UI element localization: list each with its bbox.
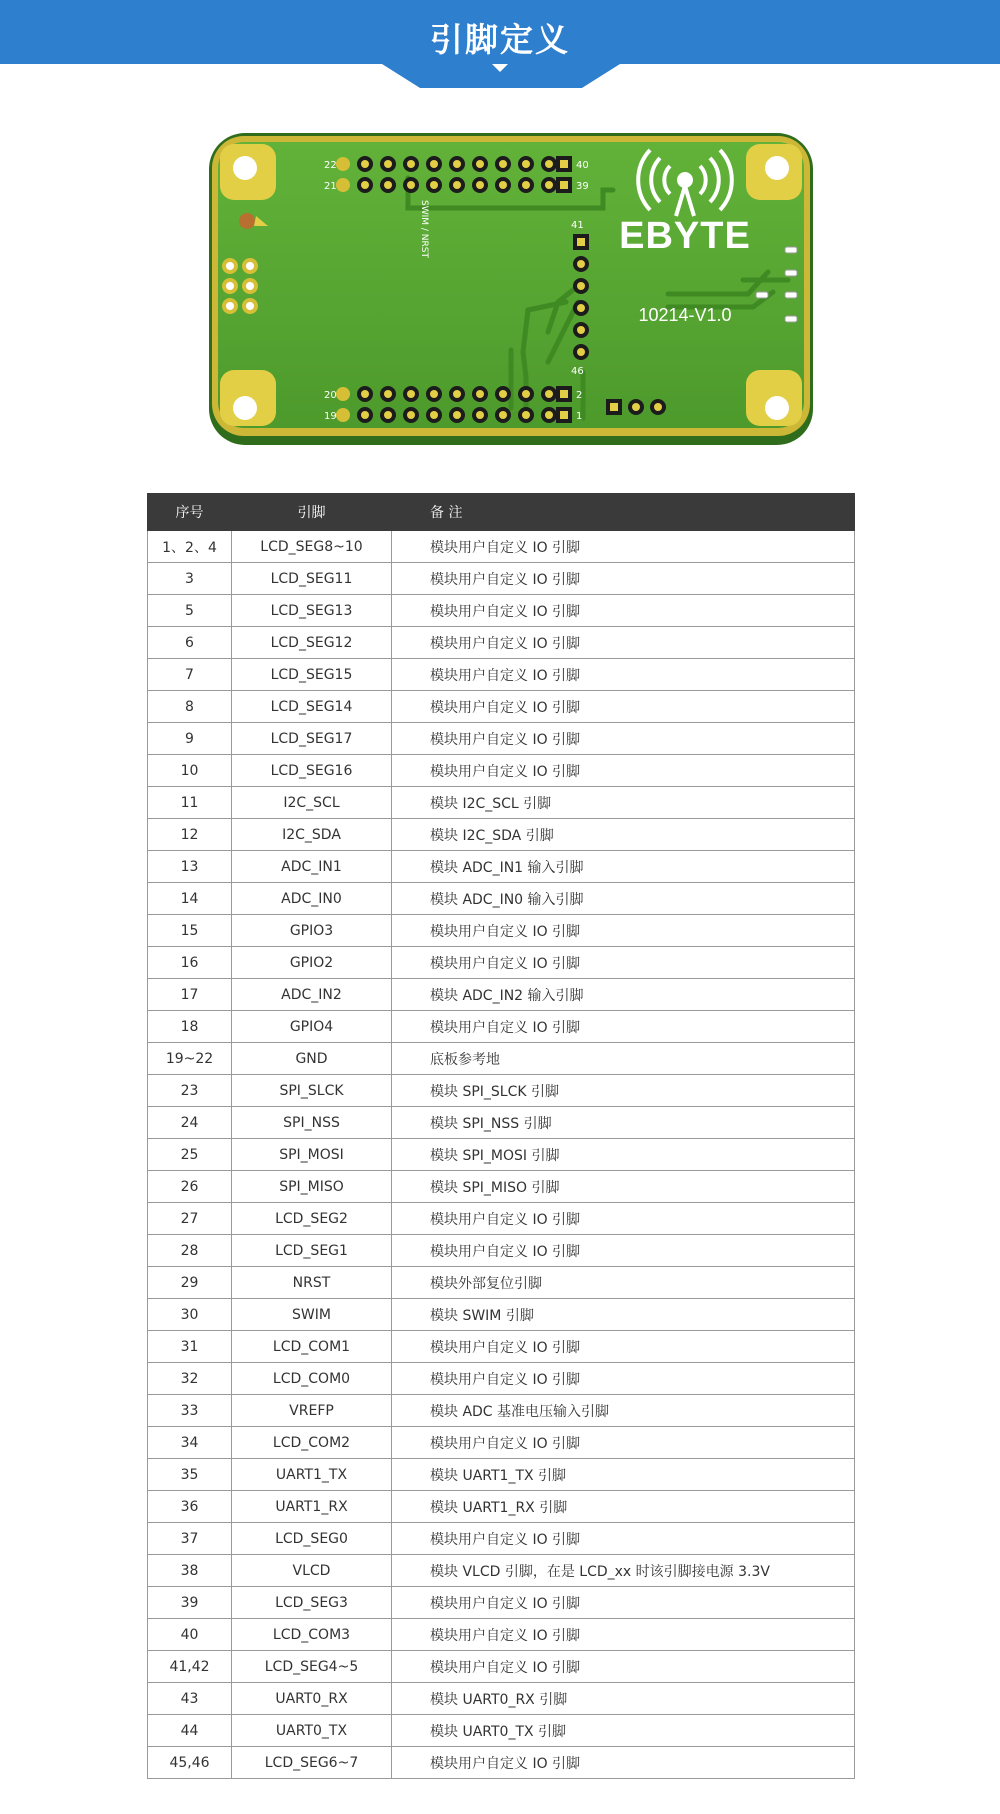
cell-pin: ADC_IN1 [232,851,392,883]
cell-note: 模块用户自定义 IO 引脚 [392,1523,855,1555]
table-row [148,1043,855,1075]
cell-no: 43 [148,1683,232,1715]
table-row [148,1523,855,1555]
cell-no: 36 [148,1491,232,1523]
cell-note: 模块用户自定义 IO 引脚 [392,723,855,755]
cell-pin: SPI_MISO [232,1171,392,1203]
table-row [148,1427,855,1459]
table-row [148,691,855,723]
cell-pin: LCD_COM1 [232,1331,392,1363]
cell-note: 模块 ADC_IN0 输入引脚 [392,883,855,915]
table-row [148,1267,855,1299]
cell-pin: ADC_IN0 [232,883,392,915]
board-brand: EBYTE [619,215,751,257]
table-row [148,1619,855,1651]
cell-note: 模块 SPI_MISO 引脚 [392,1171,855,1203]
pin-label: 22 [324,160,337,171]
cell-no: 27 [148,1203,232,1235]
cell-note: 模块 UART1_RX 引脚 [392,1491,855,1523]
table-row [148,1203,855,1235]
cell-note: 模块用户自定义 IO 引脚 [392,755,855,787]
cell-no: 18 [148,1011,232,1043]
cell-no: 14 [148,883,232,915]
cell-note: 模块用户自定义 IO 引脚 [392,531,855,563]
cell-note: 模块用户自定义 IO 引脚 [392,1011,855,1043]
table-row [148,627,855,659]
cell-note: 模块用户自定义 IO 引脚 [392,595,855,627]
cell-note: 模块用户自定义 IO 引脚 [392,659,855,691]
table-row [148,1235,855,1267]
cell-note: 模块用户自定义 IO 引脚 [392,1331,855,1363]
table-row [148,1555,855,1587]
table-row [148,755,855,787]
table-row [148,979,855,1011]
cell-pin: LCD_COM0 [232,1363,392,1395]
cell-pin: VLCD [232,1555,392,1587]
table-row [148,883,855,915]
cell-note: 模块 SPI_NSS 引脚 [392,1107,855,1139]
cell-pin: UART0_TX [232,1715,392,1747]
table-header-row [148,494,855,531]
table-row [148,1491,855,1523]
cell-note: 模块 UART1_TX 引脚 [392,1459,855,1491]
cell-note: 模块 UART0_TX 引脚 [392,1715,855,1747]
table-row [148,947,855,979]
pin-label: 40 [576,160,589,171]
cell-pin: GND [232,1043,392,1075]
cell-pin: LCD_SEG12 [232,627,392,659]
table-row [148,595,855,627]
cell-note: 模块用户自定义 IO 引脚 [392,1427,855,1459]
cell-no: 35 [148,1459,232,1491]
cell-no: 31 [148,1331,232,1363]
board-model: 10214-V1.0 [638,305,732,325]
pin-label: 21 [324,181,337,192]
cell-pin: GPIO2 [232,947,392,979]
cell-pin: SPI_SLCK [232,1075,392,1107]
table-row [148,1107,855,1139]
table-row [148,1587,855,1619]
cell-pin: I2C_SCL [232,787,392,819]
cell-no: 24 [148,1107,232,1139]
cell-pin: UART1_TX [232,1459,392,1491]
table-row [148,819,855,851]
cell-no: 11 [148,787,232,819]
cell-no: 17 [148,979,232,1011]
table-row [148,1075,855,1107]
cell-pin: LCD_SEG3 [232,1587,392,1619]
pin-label: 1 [576,411,583,422]
cell-no: 45,46 [148,1747,232,1779]
header-no: 序号 [148,494,232,531]
cell-pin: LCD_SEG8~10 [232,531,392,563]
cell-no: 40 [148,1619,232,1651]
table-row [148,531,855,563]
table-row [148,1299,855,1331]
cell-note: 模块用户自定义 IO 引脚 [392,1619,855,1651]
cell-note: 模块用户自定义 IO 引脚 [392,947,855,979]
cell-pin: LCD_SEG4~5 [232,1651,392,1683]
table-row [148,1331,855,1363]
cell-note: 模块用户自定义 IO 引脚 [392,915,855,947]
cell-no: 25 [148,1139,232,1171]
cell-note: 模块外部复位引脚 [392,1267,855,1299]
cell-no: 1、2、4 [148,531,232,563]
cell-no: 26 [148,1171,232,1203]
header-note: 备 注 [392,494,855,531]
cell-pin: LCD_SEG14 [232,691,392,723]
table-row [148,1715,855,1747]
cell-no: 12 [148,819,232,851]
table-row [148,1395,855,1427]
cell-no: 16 [148,947,232,979]
pin-label: 20 [324,390,337,401]
pin-label: 39 [576,181,589,192]
cell-note: 模块用户自定义 IO 引脚 [392,1747,855,1779]
cell-no: 8 [148,691,232,723]
table-row [148,915,855,947]
table-row [148,787,855,819]
cell-pin: LCD_COM3 [232,1619,392,1651]
cell-no: 5 [148,595,232,627]
cell-no: 9 [148,723,232,755]
cell-pin: SPI_NSS [232,1107,392,1139]
cell-no: 32 [148,1363,232,1395]
cell-pin: LCD_SEG1 [232,1235,392,1267]
pin-label: 41 [571,220,584,231]
cell-pin: UART0_RX [232,1683,392,1715]
cell-no: 30 [148,1299,232,1331]
cell-no: 37 [148,1523,232,1555]
cell-no: 19~22 [148,1043,232,1075]
cell-no: 39 [148,1587,232,1619]
table-row [148,563,855,595]
bottom-right-pads [606,399,666,415]
cell-pin: I2C_SDA [232,819,392,851]
cell-no: 33 [148,1395,232,1427]
cell-note: 模块用户自定义 IO 引脚 [392,691,855,723]
cell-note: 底板参考地 [392,1043,855,1075]
table-row [148,851,855,883]
cell-pin: ADC_IN2 [232,979,392,1011]
cell-note: 模块 I2C_SDA 引脚 [392,819,855,851]
table-row [148,1683,855,1715]
cell-pin: GPIO3 [232,915,392,947]
pin-label: 19 [324,411,337,422]
cell-note: 模块用户自定义 IO 引脚 [392,1203,855,1235]
cell-no: 29 [148,1267,232,1299]
page-title: 引脚定义 [430,20,570,59]
cell-note: 模块 ADC 基准电压输入引脚 [392,1395,855,1427]
table-body [148,531,855,1779]
cell-note: 模块用户自定义 IO 引脚 [392,627,855,659]
cell-no: 13 [148,851,232,883]
cell-pin: LCD_SEG17 [232,723,392,755]
table-row [148,1747,855,1779]
cell-note: 模块用户自定义 IO 引脚 [392,1587,855,1619]
cell-note: 模块 SPI_SLCK 引脚 [392,1075,855,1107]
cell-pin: LCD_SEG6~7 [232,1747,392,1779]
table-row [148,1171,855,1203]
cell-no: 23 [148,1075,232,1107]
cell-pin: UART1_RX [232,1491,392,1523]
cell-note: 模块 ADC_IN2 输入引脚 [392,979,855,1011]
cell-no: 41,42 [148,1651,232,1683]
table-row [148,1363,855,1395]
cell-pin: SPI_MOSI [232,1139,392,1171]
cell-no: 34 [148,1427,232,1459]
pin-label: 2 [576,390,583,401]
cell-pin: LCD_SEG16 [232,755,392,787]
table-row [148,1139,855,1171]
cell-pin: LCD_SEG0 [232,1523,392,1555]
cell-note: 模块 ADC_IN1 输入引脚 [392,851,855,883]
table-row [148,1651,855,1683]
cell-note: 模块用户自定义 IO 引脚 [392,1363,855,1395]
cell-no: 6 [148,627,232,659]
cell-note: 模块 SWIM 引脚 [392,1299,855,1331]
cell-pin: VREFP [232,1395,392,1427]
cell-note: 模块用户自定义 IO 引脚 [392,1235,855,1267]
header-pin: 引脚 [232,494,392,531]
cell-note: 模块 SPI_MOSI 引脚 [392,1139,855,1171]
cell-no: 28 [148,1235,232,1267]
pin-definition-table [147,493,855,1779]
table-row [148,659,855,691]
cell-pin: LCD_SEG11 [232,563,392,595]
cell-pin: LCD_SEG13 [232,595,392,627]
cell-note: 模块 I2C_SCL 引脚 [392,787,855,819]
cell-pin: LCD_SEG15 [232,659,392,691]
chevron-down-icon [492,64,508,72]
cell-note: 模块用户自定义 IO 引脚 [392,563,855,595]
cell-pin: LCD_SEG2 [232,1203,392,1235]
pin-label: 46 [571,366,584,377]
cell-no: 15 [148,915,232,947]
cell-pin: NRST [232,1267,392,1299]
cell-pin: GPIO4 [232,1011,392,1043]
table-row [148,1011,855,1043]
pcb-board-image [208,132,814,446]
cell-no: 10 [148,755,232,787]
board-side-text: SWIM / NRST [419,200,429,258]
cell-no: 38 [148,1555,232,1587]
table-row [148,1459,855,1491]
cell-note: 模块用户自定义 IO 引脚 [392,1651,855,1683]
cell-no: 3 [148,563,232,595]
cell-no: 7 [148,659,232,691]
table-row [148,723,855,755]
cell-no: 44 [148,1715,232,1747]
cell-pin: LCD_COM2 [232,1427,392,1459]
cell-note: 模块 UART0_RX 引脚 [392,1683,855,1715]
cell-pin: SWIM [232,1299,392,1331]
cell-note: 模块 VLCD 引脚，在是 LCD_xx 时该引脚接电源 3.3V [392,1555,855,1587]
